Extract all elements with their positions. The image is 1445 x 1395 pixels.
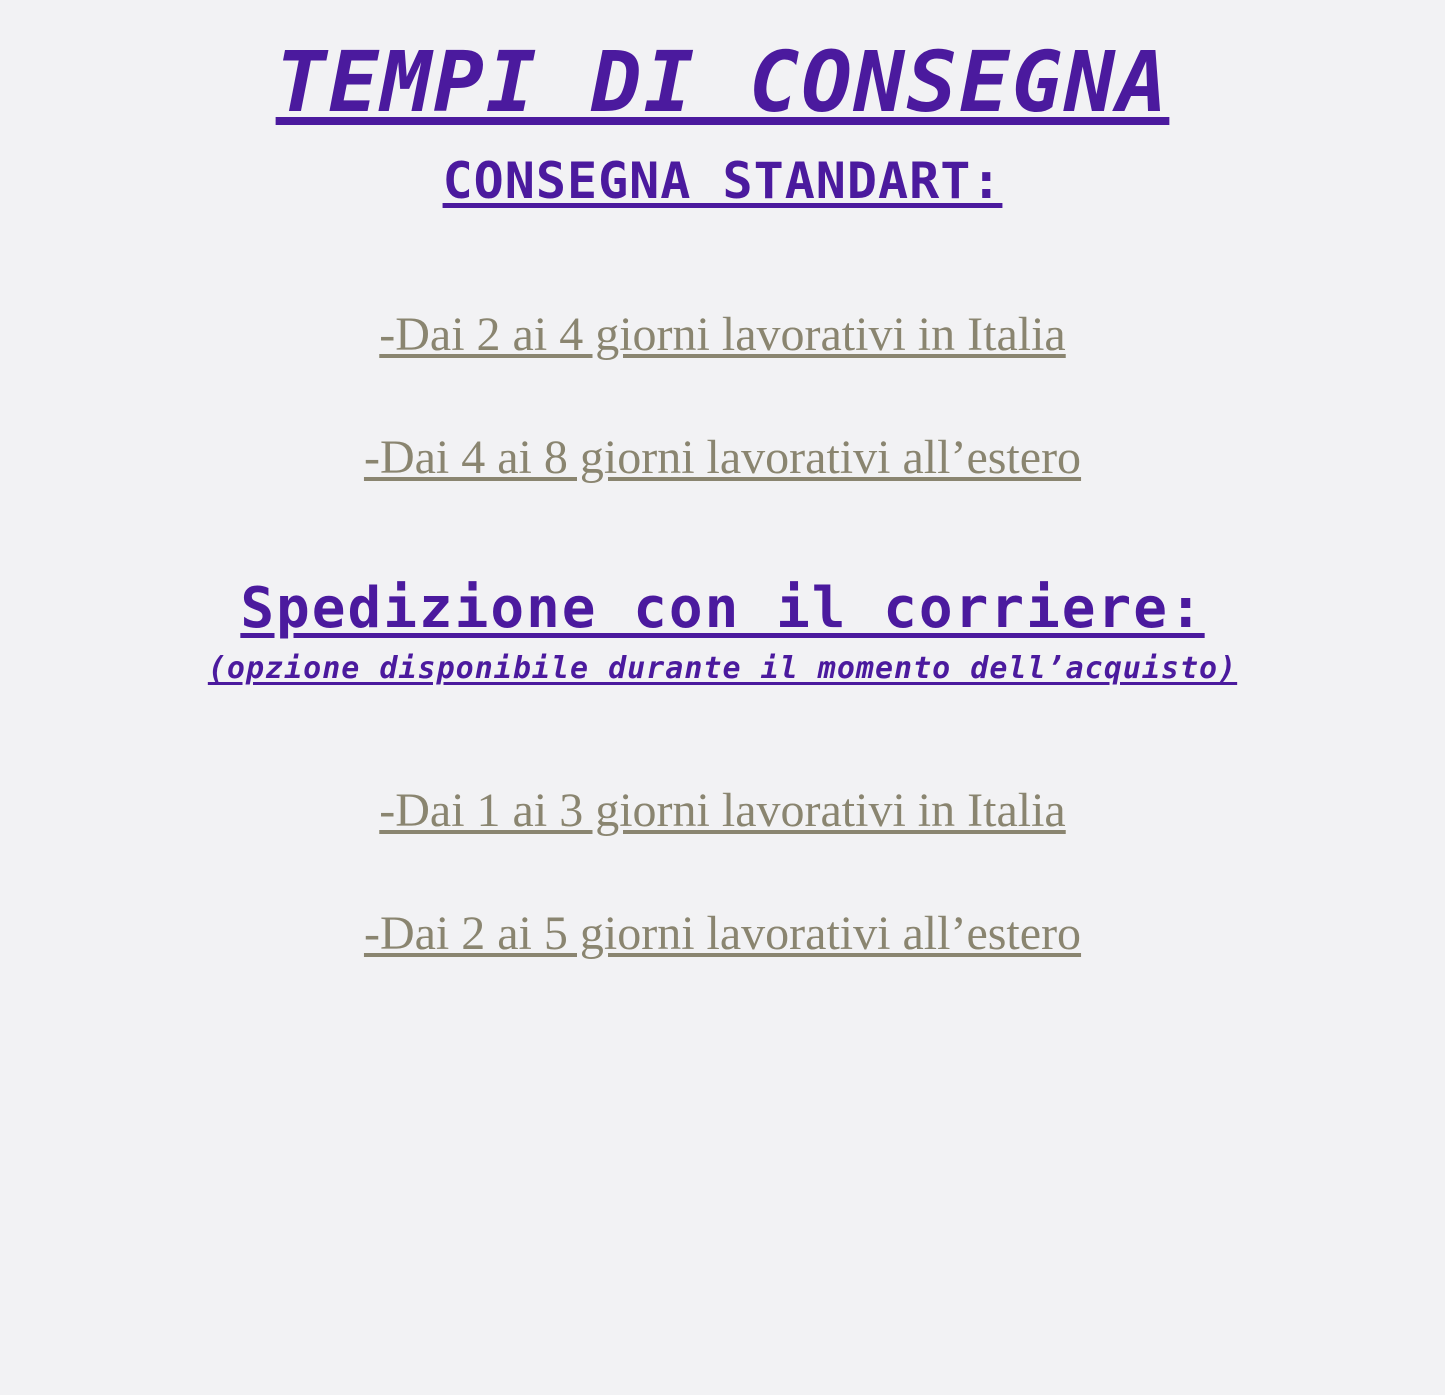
courier-shipping-heading: Spedizione con il corriere: bbox=[240, 575, 1205, 641]
page-title: TEMPI DI CONSEGNA bbox=[275, 33, 1170, 131]
standard-delivery-item-italy: -Dai 2 ai 4 giorni lavorativi in Italia bbox=[379, 308, 1066, 362]
courier-shipping-note: (opzione disponibile durante il momento dell’acquisto) bbox=[207, 650, 1238, 686]
standard-delivery-subtitle: CONSEGNA STANDART: bbox=[442, 152, 1003, 211]
courier-delivery-item-abroad: -Dai 2 ai 5 giorni lavorativi all’estero bbox=[363, 906, 1082, 960]
standard-delivery-item-abroad: -Dai 4 ai 8 giorni lavorativi all’estero bbox=[363, 430, 1082, 484]
courier-delivery-item-italy: -Dai 1 ai 3 giorni lavorativi in Italia bbox=[379, 784, 1066, 838]
